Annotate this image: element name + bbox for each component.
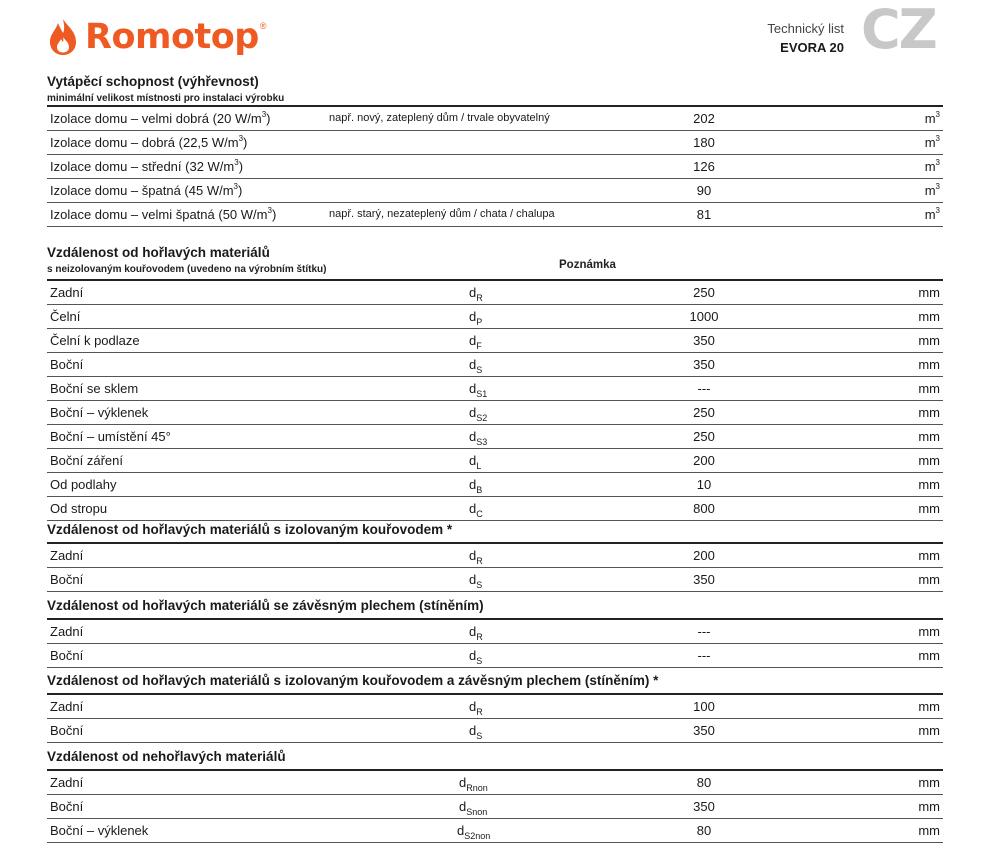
section-heating (47, 72, 943, 227)
section-subtitle: s neizolovaným kouřovodem (uvedeno na výrobním štítku) Poznámka (47, 259, 616, 275)
row-value: 250 (693, 429, 715, 444)
table-row (47, 644, 943, 668)
row-label: Izolace domu – dobrá (22,5 $W/m^3$) (50, 133, 248, 150)
row-unit: mm (918, 723, 940, 738)
document-meta (767, 19, 844, 57)
section-flammable-insulated-shield (47, 671, 943, 743)
row-label: Boční – výklenek (50, 405, 149, 420)
row-label: Čelní (50, 309, 81, 324)
row-value: 90 (696, 183, 712, 198)
row-symbol: $d_R$ (469, 285, 483, 303)
row-value: 250 (693, 405, 715, 420)
row-value: 350 (693, 723, 715, 738)
row-value: 126 (693, 159, 715, 174)
table-row (47, 377, 943, 401)
row-unit: mm (918, 309, 940, 324)
brand-logo (47, 17, 266, 57)
row-note: např. nový, zateplený dům / trvale obyvatelný (329, 112, 550, 124)
row-symbol: $d_{S1}$ (469, 381, 488, 399)
row-symbol: $d_{S2}$ (469, 405, 488, 423)
row-unit: mm (918, 381, 940, 396)
row-symbol: $d_{S2non}$ (457, 823, 491, 841)
row-label: Zadní (50, 775, 84, 790)
row-unit: mm (918, 648, 940, 663)
row-unit: $m^3$ (924, 181, 940, 198)
row-value: 350 (693, 799, 715, 814)
row-unit: mm (918, 285, 940, 300)
section-title: Vzdálenost od hořlavých materiálů s izolovaným kouřovodem * (47, 522, 453, 537)
table-row (47, 771, 943, 795)
row-value: 350 (693, 333, 715, 348)
distance-table (47, 769, 943, 843)
row-value: 80 (696, 823, 712, 838)
section-title: Vzdálenost od hořlavých materiálů (47, 245, 270, 260)
row-value: 800 (693, 501, 715, 516)
row-label: Zadní (50, 285, 84, 300)
row-label: Boční (50, 723, 84, 738)
row-unit: mm (918, 405, 940, 420)
row-symbol: $d_{Rnon}$ (459, 775, 488, 793)
table-row (47, 107, 943, 131)
row-unit: $m^3$ (924, 157, 940, 174)
row-value: --- (697, 381, 711, 396)
table-row (47, 203, 943, 227)
distance-table (47, 618, 943, 668)
row-symbol: $d_C$ (469, 501, 483, 519)
table-row (47, 449, 943, 473)
row-symbol: $d_S$ (469, 723, 483, 741)
row-label: Izolace domu – velmi dobrá (20 $W/m^3$) (50, 109, 271, 126)
model-name: EVORA 20 (780, 40, 844, 55)
row-symbol: $d_P$ (469, 309, 483, 327)
table-row (47, 401, 943, 425)
row-unit: mm (918, 548, 940, 563)
row-label: Izolace domu – špatná (45 $W/m^3$) (50, 181, 243, 198)
row-unit: mm (918, 823, 940, 838)
row-value: --- (697, 624, 711, 639)
distance-table (47, 693, 943, 743)
row-value: 80 (696, 775, 712, 790)
page-header (0, 0, 992, 70)
row-value: 180 (693, 135, 715, 150)
row-label: Od podlahy (50, 477, 117, 492)
table-row (47, 353, 943, 377)
row-label: Boční (50, 648, 84, 663)
row-symbol: $d_{S3}$ (469, 429, 488, 447)
table-row (47, 473, 943, 497)
registered-mark: ® (259, 21, 267, 31)
row-note: např. starý, nezateplený dům / chata / chalupa (329, 208, 555, 220)
row-value: 250 (693, 285, 715, 300)
note-column-header: Poznámka (559, 259, 616, 271)
row-symbol: $d_S$ (469, 648, 483, 666)
row-label: Boční (50, 357, 84, 372)
row-label: Boční (50, 572, 84, 587)
country-code: CZ (861, 0, 936, 61)
document-type: Technický list (767, 21, 844, 36)
row-label: Čelní k podlaze (50, 333, 140, 348)
table-row (47, 131, 943, 155)
row-label: Izolace domu – velmi špatná (50 $W/m^3$) (50, 205, 277, 222)
section-nonflammable (47, 747, 943, 843)
row-unit: mm (918, 453, 940, 468)
table-row (47, 719, 943, 743)
row-symbol: $d_S$ (469, 357, 483, 375)
row-unit: mm (918, 775, 940, 790)
brand-name: Romotop (85, 17, 259, 57)
row-label: Zadní (50, 624, 84, 639)
row-symbol: $d_R$ (469, 548, 483, 566)
row-symbol: $d_F$ (469, 333, 482, 351)
table-row (47, 620, 943, 644)
distance-table (47, 279, 943, 521)
section-flammable-shield (47, 596, 943, 668)
row-value: 350 (693, 572, 715, 587)
row-value: 350 (693, 357, 715, 372)
row-unit: mm (918, 333, 940, 348)
table-row (47, 497, 943, 521)
row-value: 200 (693, 453, 715, 468)
heating-table (47, 105, 943, 227)
row-value: 202 (693, 111, 715, 126)
row-label: Boční – výklenek (50, 823, 149, 838)
row-label: Boční záření (50, 453, 123, 468)
row-unit: $m^3$ (924, 205, 940, 222)
table-row (47, 425, 943, 449)
row-label: Boční se sklem (50, 381, 139, 396)
table-row (47, 695, 943, 719)
section-flammable-uninsulated (47, 243, 943, 521)
row-unit: $m^3$ (924, 109, 940, 126)
row-value: --- (697, 648, 711, 663)
row-symbol: $d_{Snon}$ (459, 799, 488, 817)
row-value: 100 (693, 699, 715, 714)
row-label: Boční (50, 799, 84, 814)
distance-table (47, 542, 943, 592)
section-title: Vzdálenost od hořlavých materiálů s izolovaným kouřovodem a závěsným plechem (stíněním) * (47, 673, 659, 688)
row-symbol: $d_B$ (469, 477, 483, 495)
row-label: Izolace domu – střední (32 $W/m^3$) (50, 157, 244, 174)
row-symbol: $d_S$ (469, 572, 483, 590)
table-row (47, 819, 943, 843)
row-unit: mm (918, 357, 940, 372)
table-row (47, 305, 943, 329)
row-value: 81 (696, 207, 712, 222)
table-row (47, 568, 943, 592)
row-value: 200 (693, 548, 715, 563)
row-label: Boční – umístění 45° (50, 429, 171, 444)
section-title: Vzdálenost od hořlavých materiálů se závěsným plechem (stíněním) (47, 598, 484, 613)
row-unit: mm (918, 624, 940, 639)
row-unit: mm (918, 477, 940, 492)
row-label: Zadní (50, 699, 84, 714)
section-subtitle: minimální velikost místnosti pro instalaci výrobku (47, 93, 285, 104)
section-title: Vzdálenost od nehořlavých materiálů (47, 749, 286, 764)
table-row (47, 544, 943, 568)
row-unit: $m^3$ (924, 133, 940, 150)
row-unit: mm (918, 799, 940, 814)
table-row (47, 329, 943, 353)
row-unit: mm (918, 699, 940, 714)
flame-icon (47, 17, 79, 57)
table-row (47, 155, 943, 179)
row-label: Zadní (50, 548, 84, 563)
row-symbol: $d_L$ (469, 453, 482, 471)
row-symbol: $d_R$ (469, 699, 483, 717)
table-row (47, 795, 943, 819)
row-symbol: $d_R$ (469, 624, 483, 642)
row-unit: mm (918, 572, 940, 587)
row-unit: mm (918, 429, 940, 444)
section-title: Vytápěcí schopnost (výhřevnost) (47, 74, 259, 89)
table-row (47, 281, 943, 305)
row-unit: mm (918, 501, 940, 516)
row-value: 1000 (689, 309, 719, 324)
row-label: Od stropu (50, 501, 108, 516)
section-flammable-insulated (47, 520, 943, 592)
table-row (47, 179, 943, 203)
row-value: 10 (696, 477, 712, 492)
